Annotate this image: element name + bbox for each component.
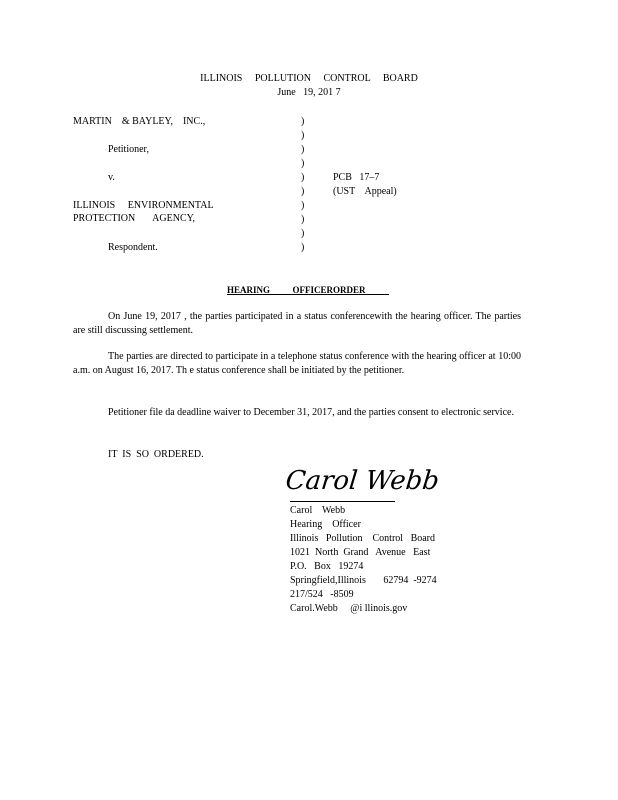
versus-label: v.: [108, 172, 115, 183]
order-date: June 19, 201 7: [277, 87, 341, 98]
signer-po-box: P.O. Box 19274: [290, 561, 364, 572]
respondent-label: Respondent.: [108, 242, 158, 253]
petitioner-label: Petitioner,: [108, 144, 149, 155]
paragraph-status-conference: On June 19, 2017 , the parties participated in a status conferencewith the hearing officer. The parties are still discussing settlement.: [73, 311, 521, 336]
signer-organization: Illinois Pollution Control Board: [290, 533, 436, 544]
case-number: PCB 17–7: [333, 172, 380, 183]
paragraph-telephone-conference: The parties are directed to participate in a telephone status conference with the hearing officer at 10:00 a.m. on August 16, 2017. Th e status conference shall be initiated by the petitioner.: [73, 351, 521, 376]
handwritten-signature: [284, 459, 441, 499]
order-title: HEARING OFFICERORDER: [227, 285, 366, 295]
caption-paren: ): [301, 242, 305, 253]
case-type: (UST Appeal): [333, 186, 397, 197]
order-title-underline: [227, 294, 389, 295]
caption-paren: ): [301, 116, 305, 127]
signer-name: Carol Webb: [290, 505, 346, 516]
signer-street: 1021 North Grand Avenue East: [290, 547, 431, 558]
signature-script: Carol Webb: [284, 466, 441, 496]
caption-parentheses: [301, 115, 309, 255]
caption-paren: ): [301, 214, 305, 225]
signer-city: Springfield,Illinois 62794 -9274: [290, 575, 437, 586]
caption-paren: ): [301, 200, 305, 211]
caption-paren: ): [301, 172, 305, 183]
respondent-name-line1: ILLINOIS ENVIRONMENTAL: [73, 200, 214, 211]
paragraph-deadline-waiver: Petitioner file da deadline waiver to December 31, 2017, and the parties consent to electronic service.: [108, 407, 514, 418]
signer-title: Hearing Officer: [290, 519, 361, 530]
caption-paren: ): [301, 130, 305, 141]
caption-paren: ): [301, 158, 305, 169]
caption-paren: ): [301, 144, 305, 155]
so-ordered: IT IS SO ORDERED.: [108, 449, 204, 460]
signature-line: [290, 501, 395, 502]
respondent-name-line2: PROTECTION AGENCY,: [73, 213, 196, 224]
signer-email: Carol.Webb @i llinois.gov: [290, 603, 408, 614]
caption-paren: ): [301, 186, 305, 197]
petitioner-name: MARTIN & BAYLEY, INC.,: [73, 116, 206, 127]
signer-phone: 217/524 -8509: [290, 589, 354, 600]
caption-paren: ): [301, 228, 305, 239]
agency-title: ILLINOIS POLLUTION CONTROL BOARD: [200, 73, 418, 84]
